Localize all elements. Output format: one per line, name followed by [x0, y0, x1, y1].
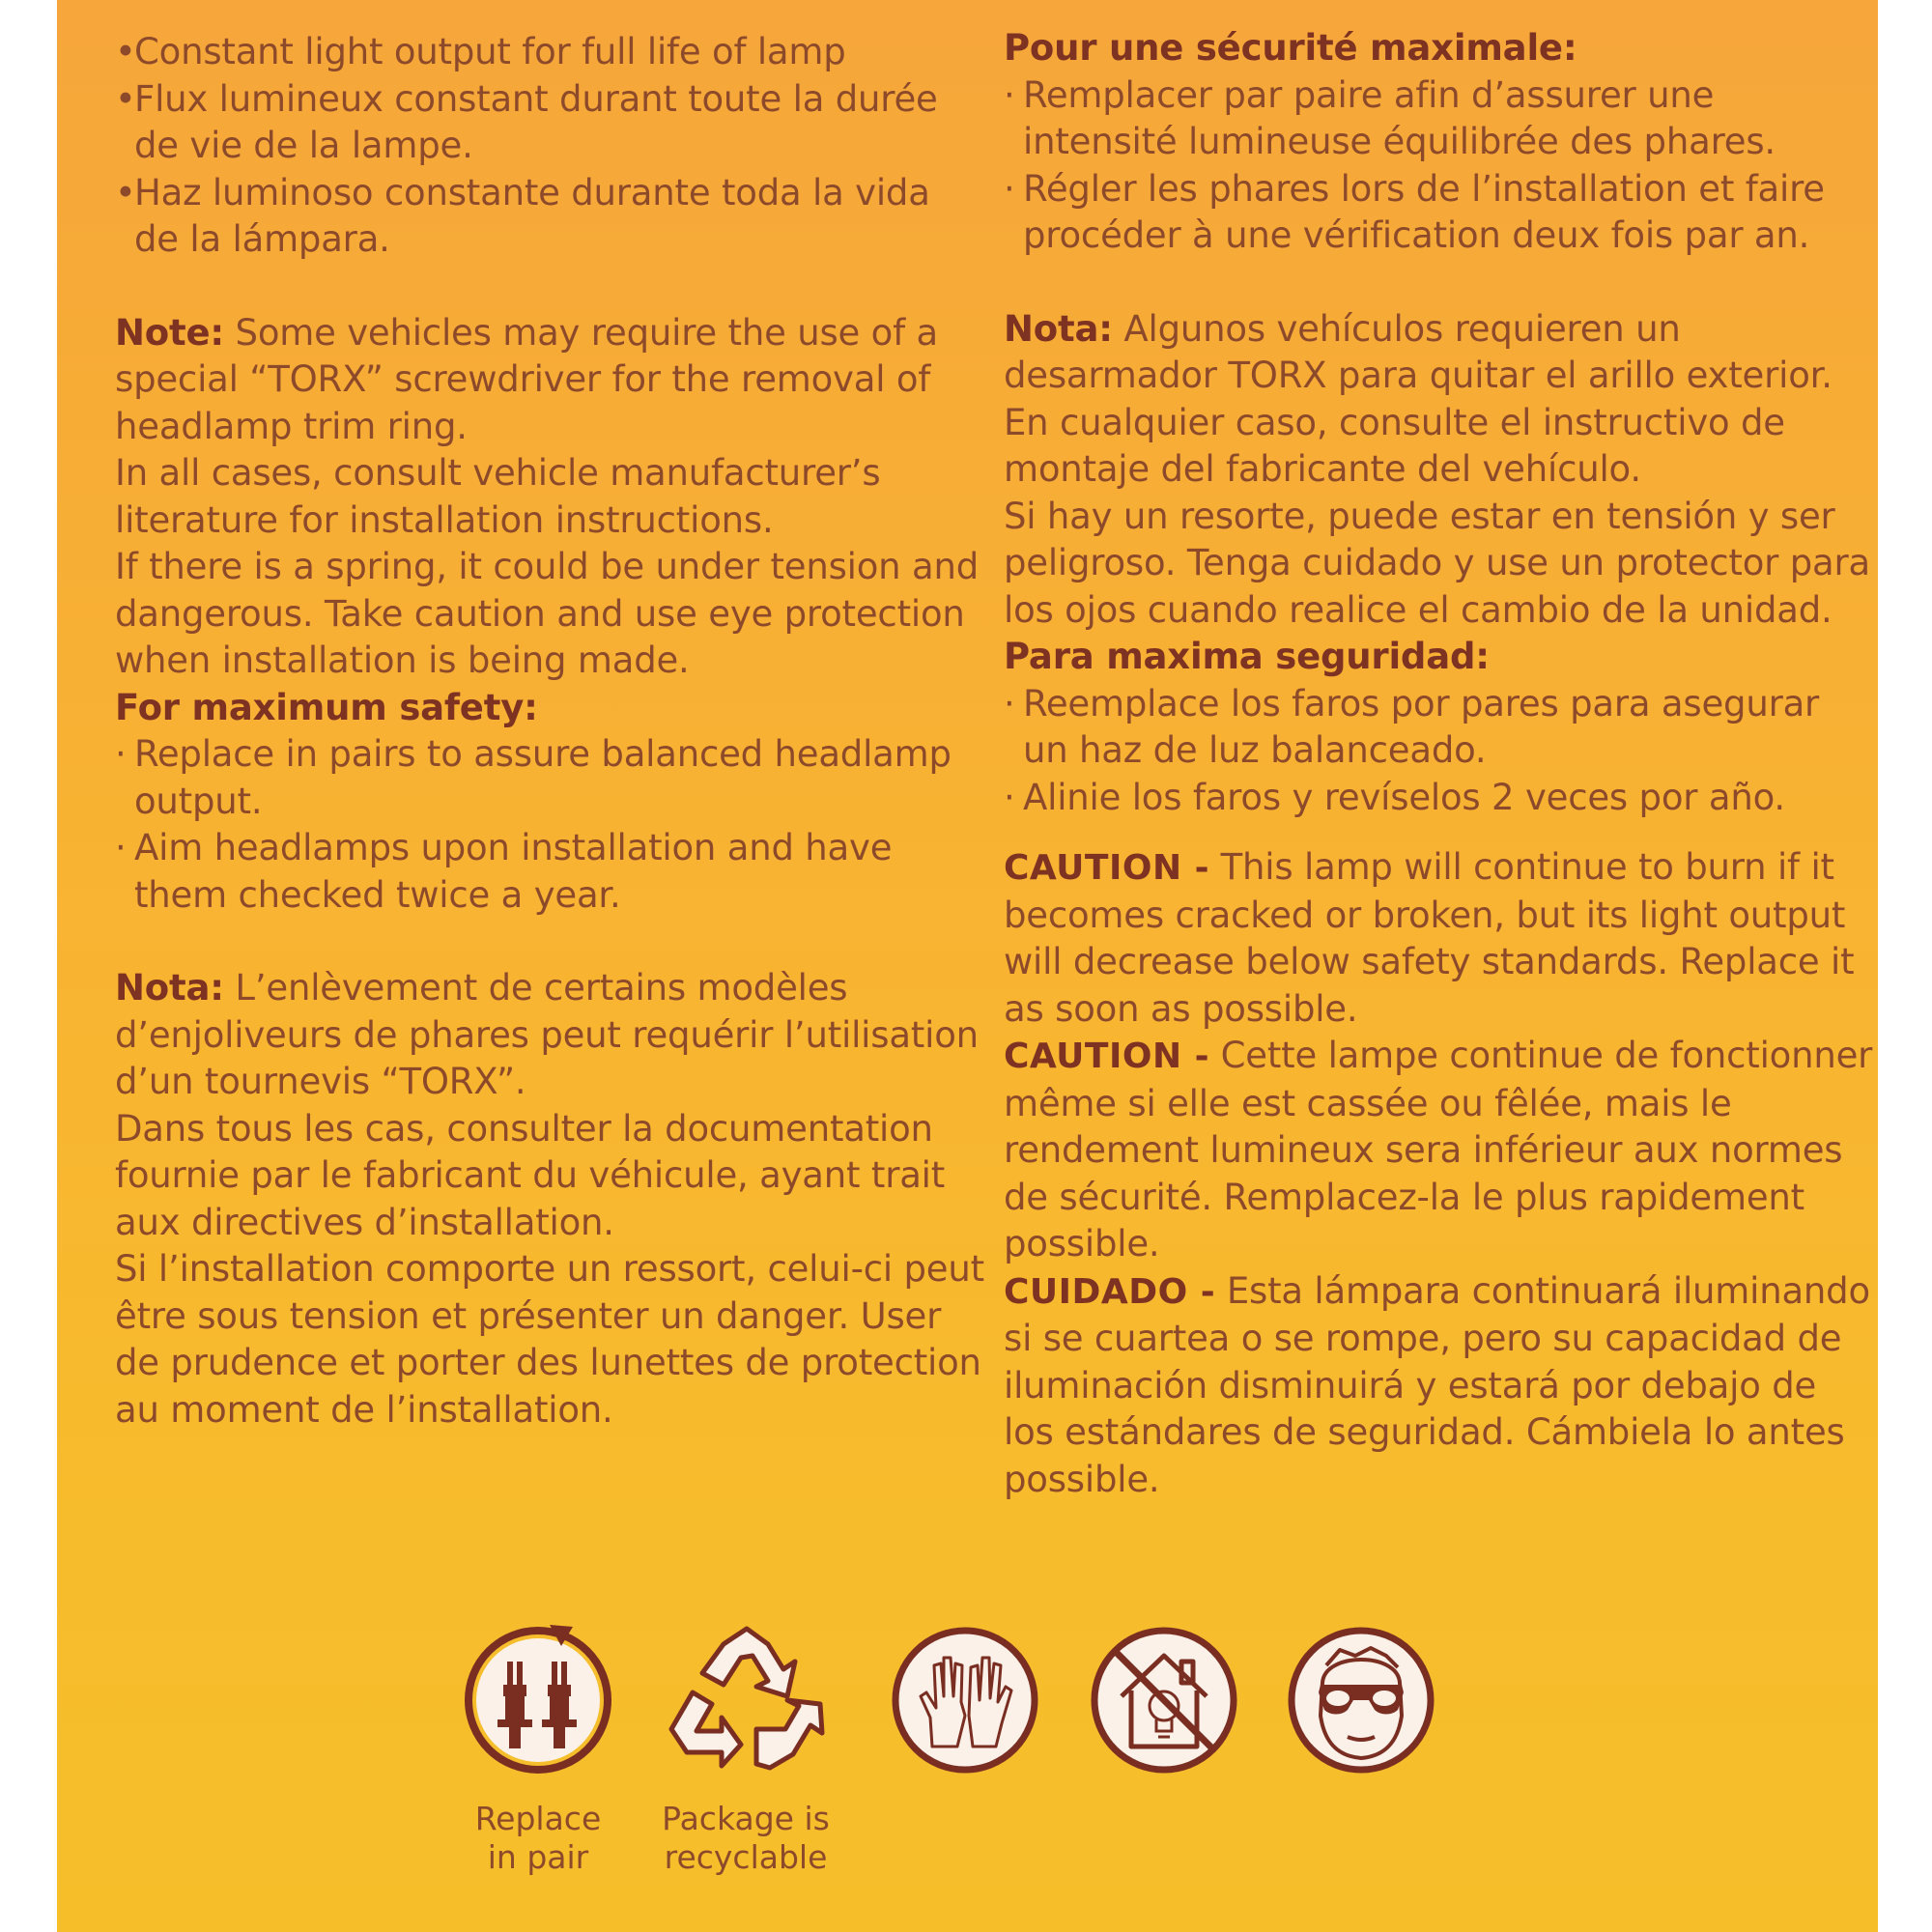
feature-item: • Constant light output for full life of lamp [115, 31, 846, 72]
eye-protection-icon [1284, 1623, 1438, 1777]
safety-en-item: · Aim headlamps upon installation and have them checked twice a year. [115, 827, 893, 916]
note-es: Nota: Algunos vehículos requieren un desarmador TORX para quitar el arillo exterior. [1004, 307, 1833, 396]
feature-item: • Flux lumineux constant durant toute la durée de vie de la lampe. [115, 77, 938, 166]
caution-fr: CAUTION - Cette lampe continue de fonctionner même si elle est cassée ou fêlée, mais le rendement lumineux sera inférieur aux normes de sécurité. Remplacez-la le plus rapidement possible. [1004, 1035, 1873, 1264]
right-column [1004, 25, 1873, 1503]
package-panel [57, 0, 1878, 1932]
gloves-icon [888, 1623, 1042, 1777]
safety-es-item: · Alinie los faros y revíselos 2 veces por año. [1004, 776, 1785, 818]
feature-item: • Haz luminoso constante durante toda la vida de la lámpara. [115, 171, 930, 260]
recycle-caption: Package is recyclable [662, 1800, 830, 1876]
caution-en: CAUTION - This lamp will continue to burn if it becomes cracked or broken, but its light output will decrease below safety standards. Replace it as soon as possible. [1004, 846, 1855, 1030]
note-en: Note: Some vehicles may require the use of a special “TORX” screwdriver for the removal of headlamp trim ring. [115, 311, 938, 447]
note-en-text: In all cases, consult vehicle manufacturer’s literature for installation instructions. [115, 452, 881, 541]
left-column [115, 29, 984, 1434]
note-fr-text: Si l’installation comporte un ressort, celui-ci peut être sous tension et présenter un danger. User de prudence et porter des lunettes de protection au moment de l’installation. [115, 1248, 984, 1431]
safety-es-item: · Reemplace los faros por pares para asegurar un haz de luz balanceado. [1004, 682, 1820, 771]
caution-es: CUIDADO - Esta lámpara continuará iluminando si se cuartea o se rompe, pero su capacidad de iluminación disminuirá y estará por debajo de los estándares de seguridad. Cámbiela lo antes possible. [1004, 1269, 1870, 1500]
safety-fr-item: · Remplacer par paire afin d’assurer une intensité lumineuse équilibrée des phares. [1004, 73, 1776, 162]
note-en-text: If there is a spring, it could be under tension and dangerous. Take caution and use eye protection when installation is being made. [115, 546, 979, 681]
note-fr: Nota: L’enlèvement de certains modèles d’enjoliveurs de phares peut requérir l’utilisation d’un tournevis “TORX”. [115, 967, 979, 1102]
recycle-icon [664, 1623, 828, 1777]
safety-en-heading: For maximum safety: [115, 686, 538, 728]
note-es-text: En cualquier caso, consulte el instructivo de montaje del fabricante del vehículo. [1004, 401, 1785, 490]
pictogram-row [57, 1623, 1878, 1913]
safety-es-heading: Para maxima seguridad: [1004, 636, 1490, 677]
replace-in-pair-icon [461, 1623, 615, 1777]
safety-fr-item: · Régler les phares lors de l’installation et faire procéder à une vérification deux fois par an. [1004, 167, 1825, 256]
safety-fr-heading: Pour une sécurité maximale: [1004, 27, 1577, 69]
note-fr-text: Dans tous les cas, consulter la documentation fournie par le fabricant du véhicule, ayant trait aux directives d’installation. [115, 1107, 946, 1243]
replace-in-pair-caption: Replace in pair [474, 1800, 602, 1876]
no-household-use-icon [1087, 1623, 1241, 1777]
safety-en-item: · Replace in pairs to assure balanced headlamp output. [115, 733, 952, 822]
note-es-text: Si hay un resorte, puede estar en tensión y ser peligroso. Tenga cuidado y use un protector para los ojos cuando realice el cambio de la unidad. [1004, 495, 1870, 631]
